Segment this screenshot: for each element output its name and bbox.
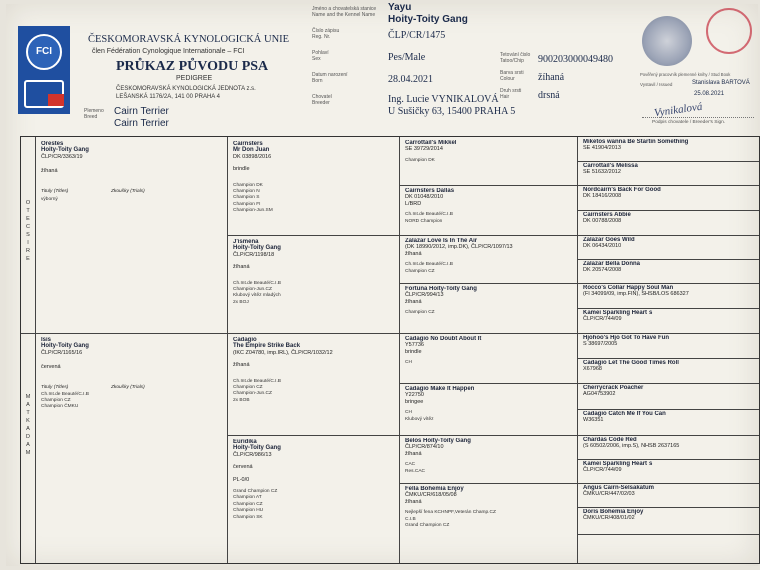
dam-side-label bbox=[24, 393, 32, 457]
gen3-name: Zalazar Love Is In The Air bbox=[405, 238, 478, 244]
issued-label: Vystavil / Issued bbox=[640, 82, 673, 87]
gen2-ss-title-1: Champion DK bbox=[233, 182, 263, 188]
gen2-ss-title-3: Champion S bbox=[233, 195, 260, 201]
gen4-reg: (FI 34099/09, imp.FIN), SHSB/LOS 686327 bbox=[583, 291, 689, 298]
gen3-extra: žíhaná bbox=[405, 298, 422, 305]
dog-name-1: Yayu bbox=[388, 2, 412, 13]
gen4-cell bbox=[583, 437, 757, 458]
gen2-sd-name: J'ismena bbox=[233, 239, 259, 245]
sire-cell bbox=[41, 141, 223, 329]
gen3-title: Res.CAC bbox=[405, 468, 425, 474]
gen3-title: Nejlepší fena KCHNPF,Veterán Champ.CZ bbox=[405, 510, 496, 516]
dam-color: červená bbox=[41, 364, 61, 371]
gen3-cell bbox=[405, 486, 573, 563]
gen3-name: Fella Bohemia Enjoy bbox=[405, 486, 464, 492]
issued-by: Stanislava BARTOVÁ bbox=[692, 80, 750, 86]
gen2-ss-title-4: Champion FI bbox=[233, 201, 261, 207]
gen3-title: C.I.B bbox=[405, 516, 416, 522]
gen2-dd-pl: PL-0/0 bbox=[233, 476, 250, 483]
sex-value: Pes/Male bbox=[388, 52, 426, 63]
reg-label-en: Reg. Nr. bbox=[312, 34, 331, 40]
gen4-cell bbox=[583, 335, 757, 357]
gen2-sd-color: žíhaná bbox=[233, 264, 250, 271]
gen2-dd-kennel: Hoity-Toity Gang bbox=[233, 445, 281, 452]
gen3-title: Ch.Int.de Beauté/C.I.B bbox=[405, 262, 453, 268]
hair-label-cz: Druh srsti bbox=[500, 88, 522, 94]
sire-reg: ČLP/CR/3363/19 bbox=[41, 153, 83, 160]
gen4-cell bbox=[583, 385, 757, 408]
gen3-title: Champion CZ bbox=[405, 268, 435, 274]
dob-label-en: Born bbox=[312, 78, 323, 84]
gen4-reg: DK 18416/2008 bbox=[583, 193, 622, 200]
sire-titles: výborný bbox=[41, 196, 58, 202]
breed-value-1: Cairn Terrier bbox=[114, 106, 169, 117]
gen3-title: Klubový vítěz bbox=[405, 416, 434, 422]
gen4-reg: DK 06434/2010 bbox=[583, 243, 622, 250]
pedigree-table bbox=[20, 136, 760, 564]
gen4-name: Kamei Sparkling Heart´s bbox=[583, 461, 653, 467]
tattoo-label-en: Tatoo/Chip bbox=[500, 58, 524, 64]
side-letter: A bbox=[26, 442, 30, 448]
gen4-reg: DK 20574/2008 bbox=[583, 267, 622, 274]
gen2-ds-title-1: Ch.Int.de Beauté/C.I.B bbox=[233, 378, 281, 384]
gen4-reg: ČLP/CR/744/09 bbox=[583, 467, 622, 474]
gen4-name: Doris Bohemia Enjoy bbox=[583, 509, 644, 515]
gen4-cell bbox=[583, 261, 757, 282]
hair-value: drsná bbox=[538, 90, 560, 101]
gen4-reg: ČMKU/CR/408/01/02 bbox=[583, 515, 635, 522]
gen4-name: Chardas Code Red bbox=[583, 437, 637, 443]
issued-date: 25.08.2021 bbox=[694, 91, 725, 97]
gen2-ss-reg: DK 03898/2016 bbox=[233, 153, 272, 160]
dam-exams-label: Zkoušky (Trials) bbox=[111, 384, 145, 390]
hair-label-en: Hair bbox=[500, 94, 510, 100]
gen3-name: Belos Hoity-Toity Gang bbox=[405, 438, 471, 444]
gen3-reg: Y22750 bbox=[405, 392, 424, 399]
gen4-cell bbox=[583, 237, 757, 258]
sire-name: Orestes bbox=[41, 141, 64, 147]
gen3-extra: brindle bbox=[405, 348, 422, 355]
gen3-name: Fortuna Hoity-Toity Gang bbox=[405, 286, 477, 292]
gen3-reg: ČLP/CR/994/13 bbox=[405, 292, 444, 299]
gen4-name: Cadagio Let The Good Times Roll bbox=[583, 360, 679, 366]
gen4-reg: ČMKU/CR/447/02/03 bbox=[583, 491, 635, 498]
gen4-name: Carrottail's Melissa bbox=[583, 163, 638, 169]
gen4-cell bbox=[583, 461, 757, 482]
official-stamp bbox=[642, 16, 692, 66]
gen4-cell bbox=[583, 139, 757, 160]
side-letter: S bbox=[26, 232, 30, 238]
issuer-line2: LEŠANSKÁ 1176/2A, 141 00 PRAHA 4 bbox=[116, 94, 220, 100]
gen2-dd-color: červená bbox=[233, 464, 253, 471]
dam-name: Isis bbox=[41, 337, 52, 343]
side-letter: D bbox=[26, 434, 30, 440]
side-letter: E bbox=[26, 256, 30, 262]
fci-logo bbox=[18, 26, 70, 114]
gen2-ss-kennel: Mr Don Juan bbox=[233, 147, 270, 154]
dob-label-cz: Datum narození bbox=[312, 72, 348, 78]
gen3-extra: bringee bbox=[405, 398, 424, 405]
gen4-name: Nordcairn's Back For Good bbox=[583, 187, 661, 193]
tattoo-value: 900203000049480 bbox=[538, 54, 613, 65]
gen3-title: Champion CZ bbox=[405, 310, 435, 316]
side-letter: M bbox=[25, 450, 31, 456]
breed-label-en: Breed bbox=[84, 114, 98, 120]
gen3-cell bbox=[405, 386, 573, 433]
org-name: ČESKOMORAVSKÁ KYNOLOGICKÁ UNIE bbox=[88, 34, 290, 45]
gen4-name: Cherrycrack Poacher bbox=[583, 385, 644, 391]
sire-titles-label: Tituly (Titles) bbox=[41, 188, 69, 194]
color-label-en: Colour bbox=[500, 76, 515, 82]
gen2-ds-cell bbox=[233, 337, 397, 433]
side-letter: A bbox=[26, 426, 30, 432]
breeder-signature: Vynikalová bbox=[653, 100, 704, 120]
gen2-ds-title-4: 2x BOB bbox=[233, 397, 250, 403]
gen3-reg: DK 01048/2010 bbox=[405, 194, 444, 201]
dog-name-2: Hoity-Toity Gang bbox=[388, 14, 468, 25]
gen4-reg: DK 00788/2008 bbox=[583, 218, 622, 225]
side-letter: E bbox=[26, 216, 30, 222]
gen4-cell bbox=[583, 187, 757, 209]
gen2-ds-title-2: Champion CZ bbox=[233, 385, 263, 391]
gen2-ds-name: Cadagio bbox=[233, 337, 257, 343]
sire-side-label bbox=[24, 199, 32, 263]
gen3-cell bbox=[405, 140, 573, 183]
gen2-dd-title-4: Champion HU bbox=[233, 508, 264, 514]
breeder-label-en: Breeder bbox=[312, 100, 330, 106]
side-letter: T bbox=[26, 410, 30, 416]
cmku-red-mark bbox=[48, 94, 64, 106]
dam-titles-label: Tituly (Titles) bbox=[41, 384, 69, 390]
gen4-cell bbox=[583, 485, 757, 506]
sire-color: žíhaná bbox=[41, 168, 58, 175]
gen3-reg: ČLP/CR/874/10 bbox=[405, 444, 444, 451]
gen3-extra: L/BRD bbox=[405, 200, 422, 207]
gen2-sd-title-3: Klubový vítěz mladých bbox=[233, 293, 281, 299]
color-value: žíhaná bbox=[538, 72, 565, 83]
gen2-dd-name: Euridika bbox=[233, 439, 257, 445]
gen3-reg: SE 39729/2014 bbox=[405, 146, 443, 153]
breed-value-2: Cairn Terrier bbox=[114, 118, 169, 129]
gen3-name: Carrottail's Mikkel bbox=[405, 140, 457, 146]
org-member: člen Fédération Cynologique Internationale – FCI bbox=[92, 48, 245, 55]
pedigree-document bbox=[6, 4, 758, 566]
gen4-name: Rocco's Collar Happy Soul Man bbox=[583, 285, 674, 291]
doc-title: PRŮKAZ PŮVODU PSA bbox=[116, 59, 269, 74]
studbook-label: Pověřený pracovník plemenné knihy / Stud Book bbox=[640, 72, 731, 77]
gen2-sd-kennel: Hoity-Toity Gang bbox=[233, 245, 281, 252]
dob-value: 28.04.2021 bbox=[388, 74, 433, 85]
breeder-name: Ing. Lucie VYNIKALOVÁ bbox=[388, 94, 499, 105]
gen2-ds-color: žíhaná bbox=[233, 362, 250, 369]
red-stamp bbox=[706, 8, 752, 54]
gen4-reg: SE 41904/2013 bbox=[583, 145, 621, 152]
gen2-ss-title-2: Champion N bbox=[233, 189, 260, 195]
gen4-reg: SE 51632/2012 bbox=[583, 169, 621, 176]
gen4-cell bbox=[583, 360, 757, 382]
gen3-title: NORD Champion bbox=[405, 218, 443, 224]
gen2-sd-title-2: Champion-Jun.CZ bbox=[233, 287, 272, 293]
breed-label-cz: Plemeno bbox=[84, 108, 104, 114]
gen2-dd-title-5: Champion SK bbox=[233, 514, 263, 520]
side-letter: A bbox=[26, 402, 30, 408]
gen2-ss-cell bbox=[233, 141, 395, 233]
gen3-cell bbox=[405, 336, 573, 381]
dam-title-3: Champion ČMKU bbox=[41, 404, 79, 410]
gen2-ds-kennel: The Empire Strike Back bbox=[233, 343, 301, 350]
gen4-name: Kamei Sparkling Heart´s bbox=[583, 310, 653, 316]
gen3-name: Cadagio Make It Happen bbox=[405, 386, 475, 392]
sex-label-en: Sex bbox=[312, 56, 321, 62]
fci-logo-text: FCI bbox=[35, 46, 53, 57]
gen3-extra: žíhaná bbox=[405, 250, 422, 257]
gen3-reg: ČMKU/CR/618/05/08 bbox=[405, 492, 457, 499]
side-letter: K bbox=[26, 418, 30, 424]
gen3-reg: (DK 18990/2012, imp.DK), ČLP/CR/1097/13 bbox=[405, 244, 513, 251]
gen2-ss-name: Cairnsters bbox=[233, 141, 263, 147]
side-letter: T bbox=[26, 208, 30, 214]
dam-reg: ČLP/CR/1165/16 bbox=[41, 349, 83, 356]
gen2-sd-reg: ČLP/CR/1198/18 bbox=[233, 251, 275, 258]
side-letter: C bbox=[26, 224, 30, 230]
gen2-ss-title-5: Champion-Jun.SM bbox=[233, 208, 273, 214]
gen3-title: CH bbox=[405, 410, 412, 416]
gen4-reg: X67968 bbox=[583, 366, 602, 373]
gen2-dd-title-2: Champion AT bbox=[233, 495, 262, 501]
gen2-sd-title-4: 2x BOJ bbox=[233, 299, 249, 305]
side-letter: I bbox=[27, 240, 29, 246]
gen4-cell bbox=[583, 163, 757, 184]
sire-kennel: Hoity-Toity Gang bbox=[41, 147, 89, 154]
reg-label-cz: Číslo zápisu bbox=[312, 28, 340, 34]
gen4-cell bbox=[583, 310, 757, 332]
name-label-en: Name and the Kennel Name bbox=[312, 12, 376, 18]
tattoo-label-cz: Tetování čislo bbox=[500, 52, 531, 58]
gen3-reg: Y57736 bbox=[405, 342, 424, 349]
gen3-title: Grand Champion CZ bbox=[405, 523, 450, 529]
doc-subtitle: PEDIGREE bbox=[176, 75, 213, 82]
gen4-reg: S 38697/2005 bbox=[583, 341, 618, 348]
sex-label-cz: Pohlaví bbox=[312, 50, 329, 56]
color-label-cz: Barva srsti bbox=[500, 70, 524, 76]
gen2-sd-title-1: Ch.Int.de Beauté/C.I.B bbox=[233, 280, 281, 286]
sire-exams-label: Zkoušky (Trials) bbox=[111, 188, 145, 194]
breeder-sig-line bbox=[642, 117, 754, 118]
issuer-line1: ČESKOMORAVSKÁ KYNOLOGICKÁ JEDNOTA z.s. bbox=[116, 86, 256, 92]
gen3-cell bbox=[405, 238, 573, 281]
gen3-cell bbox=[405, 188, 573, 233]
gen2-ds-title-3: Champion-Jun.CZ bbox=[233, 391, 272, 397]
dam-title-1: Ch.Int.de Beauté/C.I.B bbox=[41, 391, 89, 397]
gen3-title: Champion DK bbox=[405, 157, 435, 163]
breeder-sig-label: Podpis chovatele / Breeder's Sign. bbox=[652, 120, 726, 125]
gen3-title: CH bbox=[405, 360, 412, 366]
side-letter: M bbox=[25, 394, 31, 400]
side-letter: R bbox=[26, 248, 30, 254]
gen4-cell bbox=[583, 509, 757, 533]
gen3-cell bbox=[405, 286, 573, 331]
dam-title-2: Champion CZ bbox=[41, 398, 71, 404]
gen3-extra: žíhaná bbox=[405, 498, 422, 505]
gen2-dd-reg: ČLP/CR/986/13 bbox=[233, 451, 272, 458]
gen4-reg: (S 60502/2006, imp.S), NHSB 2637165 bbox=[583, 443, 680, 450]
dam-kennel: Hoity-Toity Gang bbox=[41, 343, 89, 350]
gen4-name: Zalazar Bella Donna bbox=[583, 261, 641, 267]
gen2-dd-title-3: Champion CZ bbox=[233, 501, 263, 507]
gen4-name: Angus Cairn-Selsakatum bbox=[583, 485, 655, 491]
gen4-reg: ČLP/CR/744/09 bbox=[583, 316, 622, 323]
side-letter: O bbox=[25, 200, 31, 206]
gen3-name: Cairnsters Dallas bbox=[405, 188, 455, 194]
gen3-name: Cadagio No Doubt About It bbox=[405, 336, 482, 342]
breeder-address: U Sušičky 63, 15400 PRAHA 5 bbox=[388, 106, 516, 117]
gen3-cell bbox=[405, 438, 573, 481]
gen2-sd-cell bbox=[233, 239, 395, 331]
gen2-dd-title-1: Grand Champion CZ bbox=[233, 489, 278, 495]
reg-value: ČLP/CR/1475 bbox=[388, 30, 446, 41]
gen4-reg: W36351 bbox=[583, 417, 604, 424]
gen4-cell bbox=[583, 212, 757, 234]
breeder-label-cz: Chovatel bbox=[312, 94, 332, 100]
gen4-reg: AG04753902 bbox=[583, 391, 616, 398]
gen4-name: Cairnsters Abbie bbox=[583, 212, 631, 218]
gen2-ds-reg: (IKC Z04780, imp.IRL), ČLP/CR/1032/12 bbox=[233, 349, 333, 356]
gen2-ss-color: brindle bbox=[233, 166, 250, 173]
gen2-dd-cell bbox=[233, 439, 395, 561]
gen4-name: Zalazar Goes Wild bbox=[583, 237, 635, 243]
gen4-name: Hjohoo's Hjo Got To Have Fun bbox=[583, 335, 669, 341]
gen3-extra: žíhaná bbox=[405, 450, 422, 457]
gen3-title: Ch.Int.de Beauté/C.I.B bbox=[405, 212, 453, 218]
gen4-name: Cadagio Catch Me If You Can bbox=[583, 411, 666, 417]
gen4-cell bbox=[583, 285, 757, 307]
gen3-title: CAC bbox=[405, 462, 416, 468]
gen4-name: Miketos wanna Be Startin Something bbox=[583, 139, 689, 145]
name-label-cz: Jméno a chovatelská stanice bbox=[312, 6, 377, 12]
gen4-cell bbox=[583, 411, 757, 434]
dam-cell bbox=[41, 337, 223, 561]
